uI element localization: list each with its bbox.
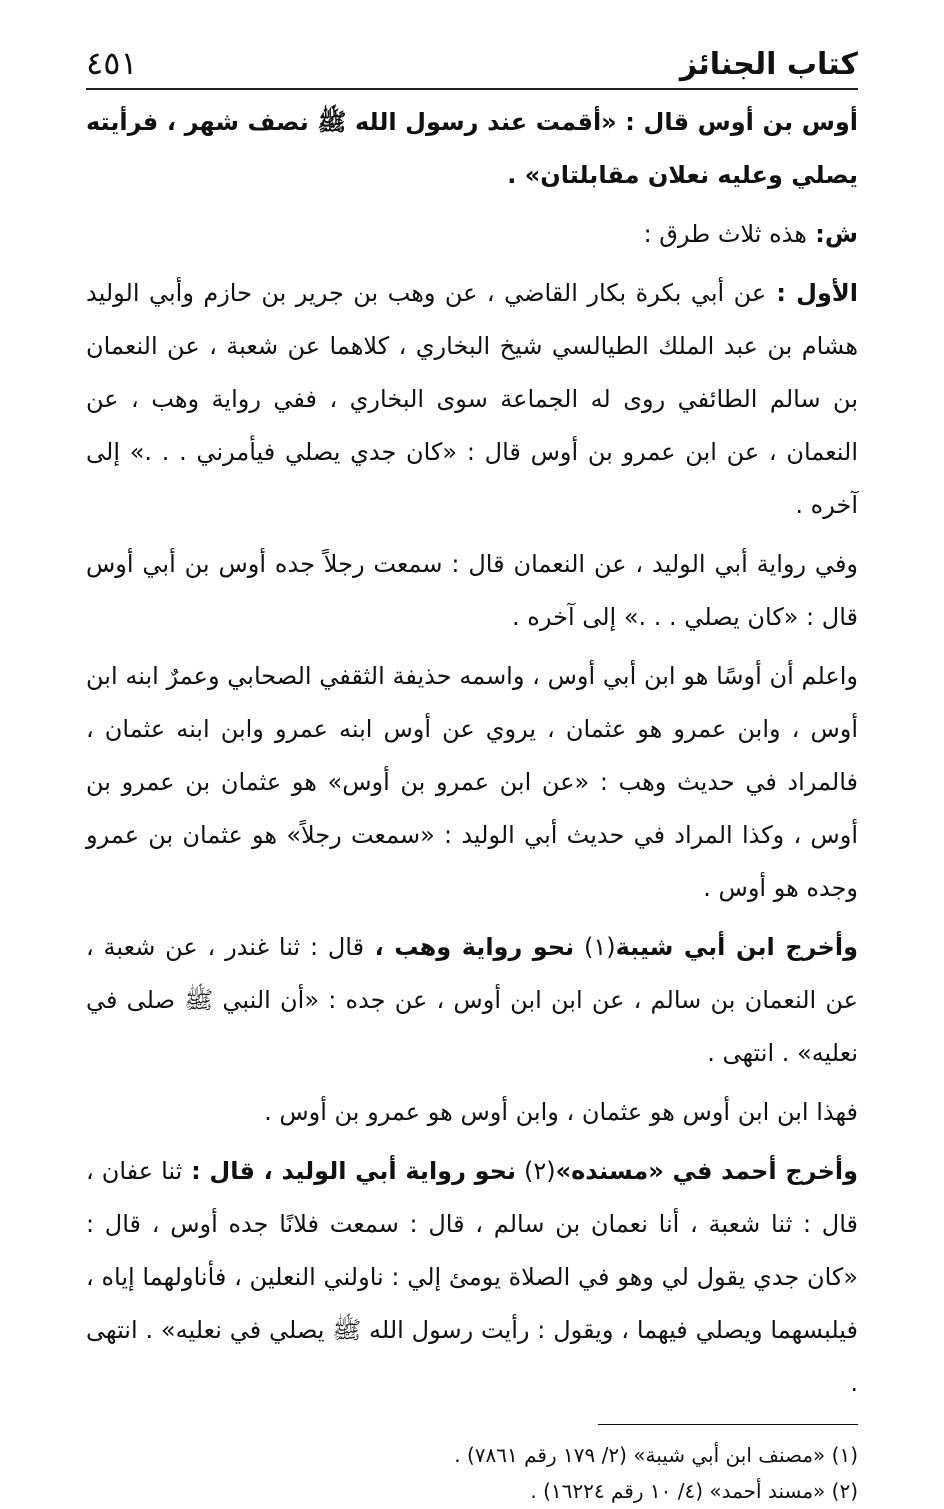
footnote-marker: (١): [574, 933, 616, 961]
paragraph: [86, 208, 858, 261]
footnote: (٢) «مسند أحمد» (٤/ ١٠ رقم ١٦٢٢٤) .: [530, 1479, 858, 1503]
page-header: [86, 28, 858, 90]
text-run: قال : ثنا غندر ، عن شعبة ، عن النعمان بن سالم ، عن ابن ابن أوس ، عن جده : «أن النبي ﷺ صلى في نعليه» . انتهى .: [86, 933, 858, 1067]
text-run: أوس بن أوس قال : «أقمت عند رسول الله ﷺ نصف شهر ، فرأيته يصلي وعليه نعلان مقابلتان» .: [86, 108, 858, 189]
text-run: عن أبي بكرة بكار القاضي ، عن وهب بن جرير بن حازم وأبي الوليد هشام بن عبد الملك الطيالسي شيخ البخاري ، كلاهما عن شعبة ، عن النعمان بن سالم الطائفي روى له الجماعة سوى البخاري ، ففي رواية وهب ، عن النعمان ، عن ابن عمرو بن أوس قال : «كان جدي يصلي فيأمرني . . .» إلى آخره .: [86, 279, 858, 519]
footnote: (١) «مصنف ابن أبي شيبة» (٢/ ١٧٩ رقم ٧٨٦١) .: [454, 1443, 858, 1467]
text-run: وفي رواية أبي الوليد ، عن النعمان قال : سمعت رجلاً جده أوس بن أبي أوس قال : «كان يصلي . . .» إلى آخره .: [86, 550, 858, 631]
text-run: ثنا عفان ، قال : ثنا شعبة ، أنا نعمان بن سالم ، قال : سمعت فلانًا جده أوس ، قال : «كان جدي يقول لي وهو في الصلاة يومئ إلي : ناولني النعلين ، فأناولهما إياه ، فيلبسهما ويصلي فيهما ، ويقول : رأيت رسول الله ﷺ يصلي في نعليه» . انتهى .: [86, 1157, 858, 1397]
paragraph: [86, 1086, 858, 1139]
paragraph: [86, 921, 858, 1080]
text-run: نحو رواية أبي الوليد ، قال :: [182, 1157, 516, 1185]
footnote-marker: (٢): [515, 1157, 556, 1185]
text-run: واعلم أن أوسًا هو ابن أبي أوس ، واسمه حذيفة الثقفي الصحابي وعمرٌ ابنه ابن أوس ، وابن عمرو هو عثمان ، يروي عن أوس ابنه عمرو وابن ابنه عثمان ، فالمراد في حديث وهب : «عن ابن عمرو بن أوس» هو عثمان بن عمرو بن أوس ، وكذا المراد في حديث أبي الوليد : «سمعت رجلاً» هو عثمان بن عمرو وجده هو أوس .: [86, 662, 858, 902]
paragraph: [86, 267, 858, 532]
paragraph: [86, 650, 858, 915]
text-run: وأخرج أحمد في «مسنده»: [555, 1157, 859, 1185]
page-body: [86, 96, 858, 1509]
paragraph: [86, 96, 858, 202]
text-run: وأخرج ابن أبي شيبة: [615, 933, 858, 961]
chapter-title: كتاب الجنائز: [679, 47, 858, 82]
paragraph: [86, 1145, 858, 1410]
text-run: نحو رواية وهب ،: [364, 933, 575, 961]
footnote-separator: [598, 1424, 858, 1425]
paragraph: [86, 538, 858, 644]
text-run: ش:: [806, 220, 858, 248]
text-run: الأول :: [766, 279, 858, 307]
page-number: ٤٥١: [86, 44, 138, 82]
text-run: هذه ثلاث طرق :: [643, 220, 807, 248]
text-run: فهذا ابن ابن أوس هو عثمان ، وابن أوس هو عمرو بن أوس .: [264, 1098, 858, 1126]
